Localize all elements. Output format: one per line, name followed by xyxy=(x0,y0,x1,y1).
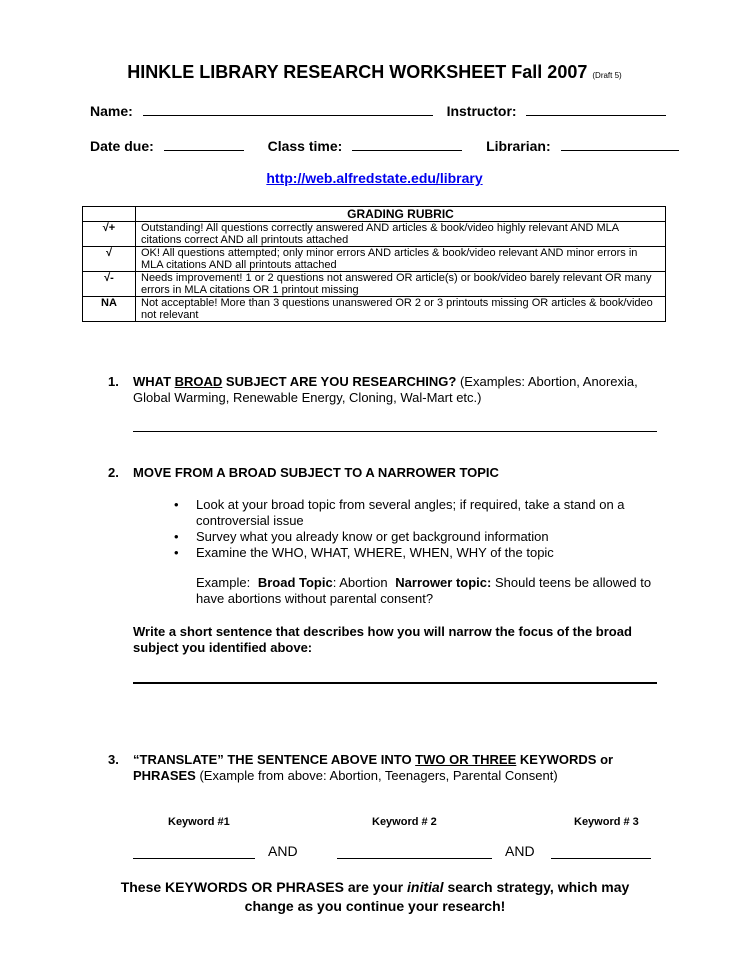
keyword-3-field[interactable] xyxy=(551,858,651,859)
closing-text-after: search strategy, which may change as you continue your research! xyxy=(244,879,630,914)
bullet-text: Look at your broad topic from several angles; if required, take a stand on a controversial issue xyxy=(196,497,625,528)
answer-line-2[interactable] xyxy=(133,682,657,684)
question-2-heading xyxy=(133,465,668,481)
keyword-1-field[interactable] xyxy=(133,858,255,859)
rubric-grade: √+ xyxy=(83,222,136,247)
class-time-field[interactable] xyxy=(352,136,462,151)
grading-rubric xyxy=(82,206,666,322)
q3-lead: “TRANSLATE” THE SENTENCE ABOVE INTO xyxy=(133,752,416,767)
q2-instruction xyxy=(133,624,663,656)
keyword-3-label: Keyword # 3 xyxy=(574,816,639,828)
answer-line-1[interactable] xyxy=(133,431,657,432)
rubric-description: Not acceptable! More than 3 questions unanswered OR 2 or 3 printouts missing OR articles & book/video not relevant xyxy=(136,297,666,322)
table-row xyxy=(83,272,666,297)
librarian-label: Librarian: xyxy=(486,138,551,154)
draft-note: (Draft 5) xyxy=(592,71,622,80)
date-due-field[interactable] xyxy=(164,136,244,151)
title-text: HINKLE LIBRARY RESEARCH WORKSHEET Fall 2007 xyxy=(127,62,588,82)
librarian-field[interactable] xyxy=(561,136,679,151)
rubric-description: OK! All questions attempted; only minor errors AND articles & book/video relevant AND minor errors in MLA citations AND all printouts attached xyxy=(136,247,666,272)
closing-text-before: These KEYWORDS OR PHRASES are your xyxy=(120,879,407,895)
q3-rest: KEYWORDS or PHRASES xyxy=(133,752,614,783)
q3-example: (Example from above: Abortion, Teenagers, Parental Consent) xyxy=(195,768,558,783)
narrower-topic-label: Narrower topic: xyxy=(395,575,492,590)
question-3 xyxy=(133,752,668,784)
table-row xyxy=(83,222,666,247)
rubric-grade: √- xyxy=(83,272,136,297)
question-1 xyxy=(133,374,668,406)
name-row xyxy=(90,101,666,119)
list-item: • Look at your broad topic from several angles; if required, take a stand on a controversial issue xyxy=(174,497,625,528)
instructor-field[interactable] xyxy=(526,101,666,116)
keyword-1-label: Keyword #1 xyxy=(168,816,230,828)
question-1-number: 1. xyxy=(108,374,119,389)
q1-underlined: BROAD xyxy=(174,374,223,389)
keyword-2-field[interactable] xyxy=(337,858,492,859)
date-row xyxy=(90,136,679,154)
narrower-topic-value: Should teens be allowed to have abortions without parental consent? xyxy=(196,575,652,606)
q1-lead: WHAT xyxy=(133,374,175,389)
question-2-number: 2. xyxy=(108,465,119,480)
q1-rest: SUBJECT ARE YOU RESEARCHING? xyxy=(222,374,457,389)
q1-examples: (Examples: Abortion, Anorexia, Global Warming, Renewable Energy, Cloning, Wal-Mart etc.) xyxy=(133,374,638,405)
instruction-text: Write a short sentence that describes how you will narrow the focus of the broad subject you identified above: xyxy=(133,624,632,655)
bullet-text: Survey what you already know or get background information xyxy=(196,529,549,544)
example-label: Example: xyxy=(196,575,251,590)
rubric-grade: √ xyxy=(83,247,136,272)
and-label-1: AND xyxy=(268,843,298,859)
question-3-number: 3. xyxy=(108,752,119,767)
name-label: Name: xyxy=(90,103,133,119)
rubric-title: GRADING RUBRIC xyxy=(136,207,666,222)
table-row xyxy=(83,297,666,322)
broad-topic-label: Broad Topic xyxy=(257,575,333,590)
q3-underlined: TWO OR THREE xyxy=(415,752,517,767)
table-row xyxy=(83,247,666,272)
bullet-text: Examine the WHO, WHAT, WHERE, WHEN, WHY of the topic xyxy=(196,545,554,560)
q2-bullet-list xyxy=(174,497,666,561)
instructor-label: Instructor: xyxy=(446,103,517,119)
name-field[interactable] xyxy=(143,101,433,116)
library-link[interactable]: http://web.alfredstate.edu/library xyxy=(266,170,483,186)
date-due-label: Date due: xyxy=(90,138,154,154)
and-label-2: AND xyxy=(505,843,535,859)
broad-topic-value: : Abortion xyxy=(332,575,388,590)
rubric-description: Outstanding! All questions correctly answered AND articles & book/video highly relevant AND MLA citations correct AND all printouts attached xyxy=(136,222,666,247)
keyword-2-label: Keyword # 2 xyxy=(372,816,437,828)
list-item: • Examine the WHO, WHAT, WHERE, WHEN, WHY of the topic xyxy=(174,545,554,560)
list-item: • Survey what you already know or get background information xyxy=(174,529,549,544)
rubric-grade: NA xyxy=(83,297,136,322)
class-time-label: Class time: xyxy=(267,138,343,154)
q2-heading-text: MOVE FROM A BROAD SUBJECT TO A NARROWER TOPIC xyxy=(133,465,499,480)
closing-text-italic: initial xyxy=(407,879,444,895)
closing-note xyxy=(100,878,650,916)
rubric-description: Needs improvement! 1 or 2 questions not answered OR article(s) or book/video barely relevant OR many errors in MLA citations OR 1 printout missing xyxy=(136,272,666,297)
page-title xyxy=(0,62,749,83)
q2-example xyxy=(196,575,666,607)
